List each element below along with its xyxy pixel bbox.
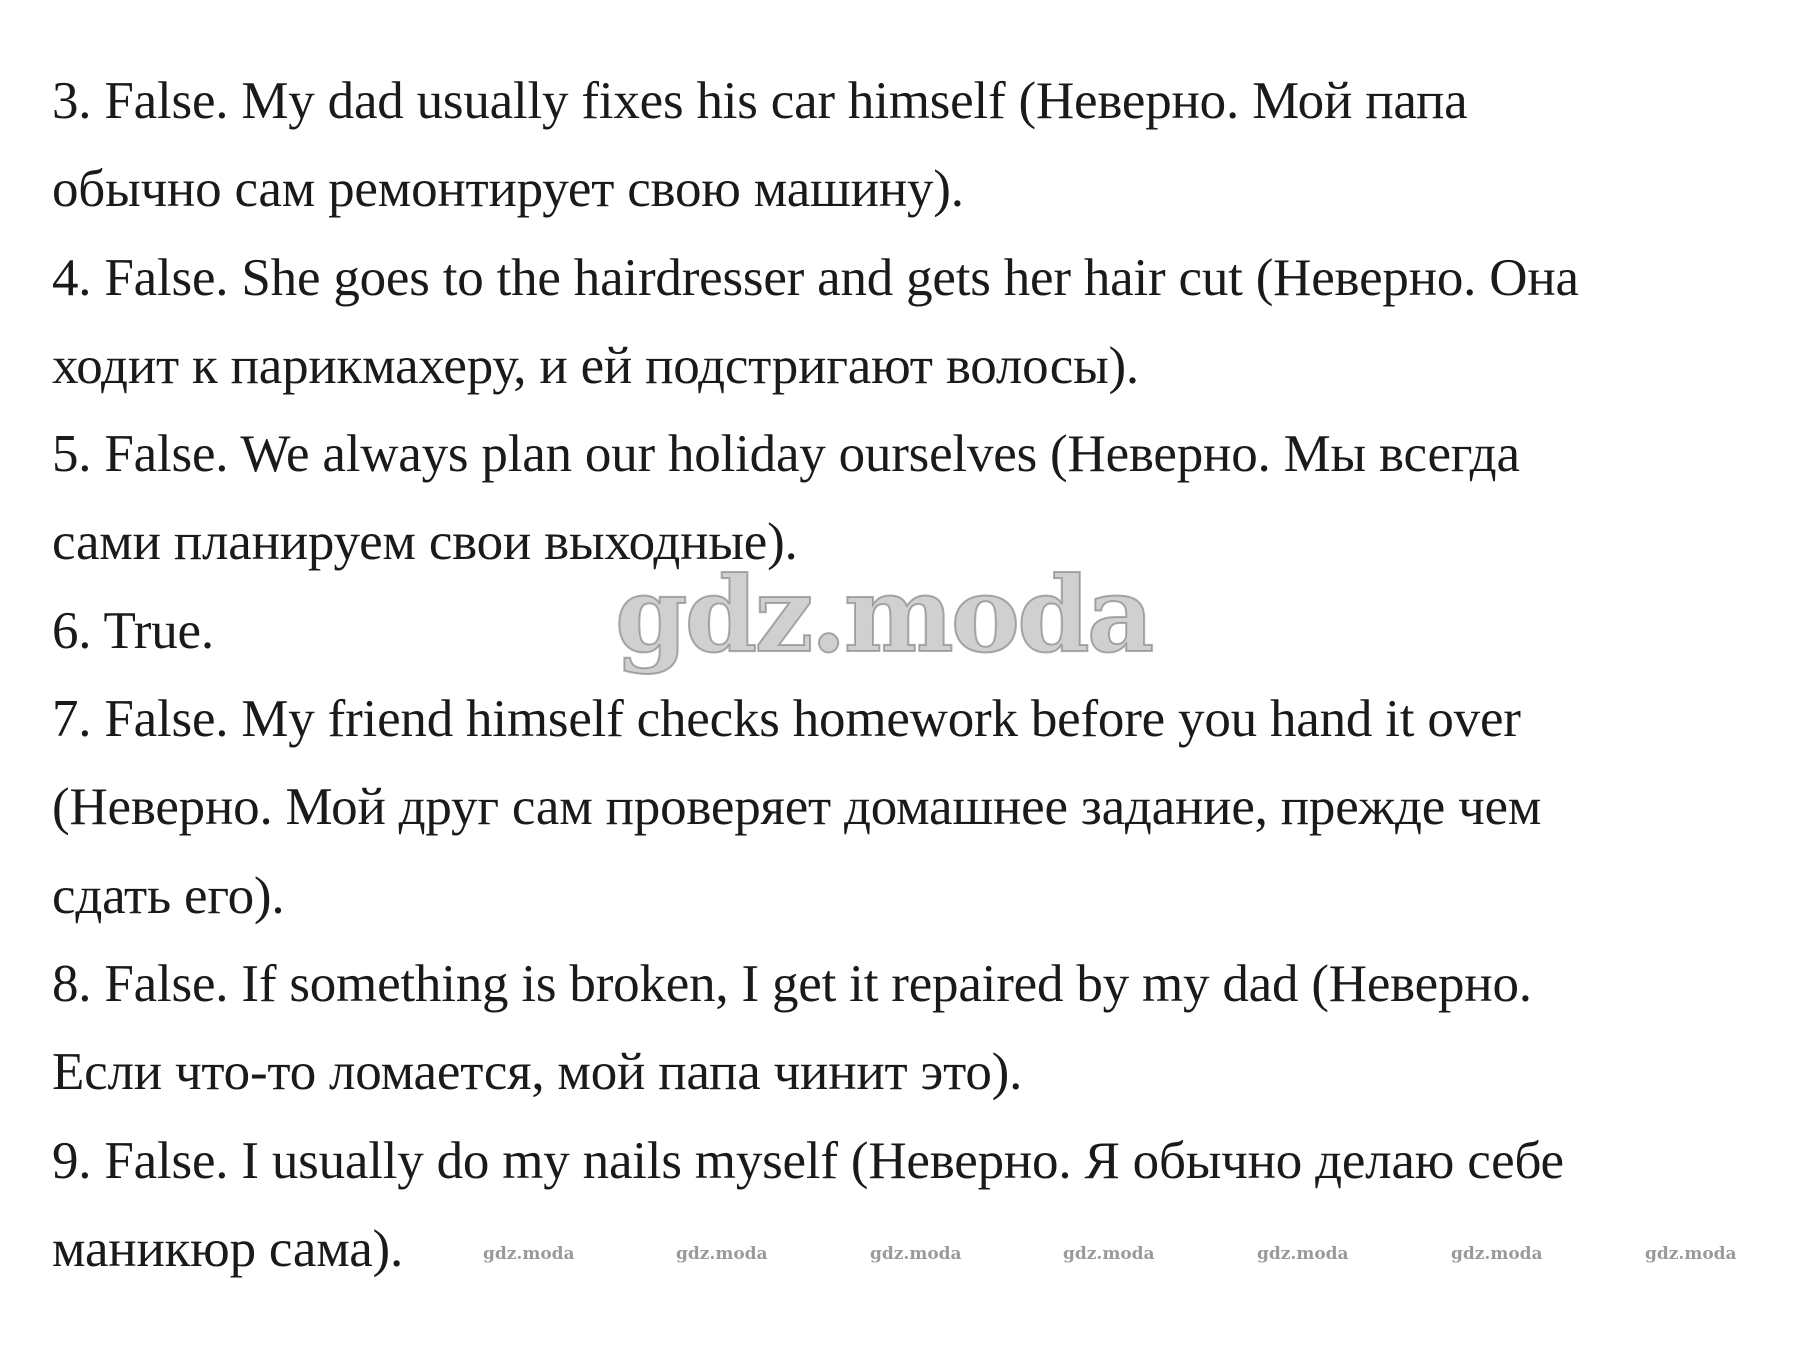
watermark-small: gdz.moda <box>483 1244 575 1264</box>
answer-line: обычно сам ремонтирует свою машину). <box>52 160 964 219</box>
watermark-small: gdz.moda <box>676 1244 768 1264</box>
answer-line: 3. False. My dad usually fixes his car himself (Неверно. Мой папа <box>52 72 1468 130</box>
answer-line: (Неверно. Мой друг сам проверяет домашнее задание, прежде чем <box>52 778 1542 837</box>
answer-line: 8. False. If something is broken, I get it repaired by my dad (Неверно. <box>52 954 1532 1013</box>
watermark-small: gdz.moda <box>1451 1244 1543 1264</box>
answer-line: 6. True. <box>52 601 214 660</box>
watermark-small: gdz.moda <box>1063 1244 1155 1264</box>
answer-line: Если что-то ломается, мой папа чинит это). <box>52 1043 1023 1102</box>
answer-line: 5. False. We always plan our holiday ourselves (Неверно. Мы всегда <box>52 425 1520 484</box>
watermark-small: gdz.moda <box>1645 1244 1737 1264</box>
watermark-strip <box>0 1244 1815 1274</box>
answer-line: 7. False. My friend himself checks homework before you hand it over <box>52 690 1521 749</box>
answer-line: сами планируем свои выходные). <box>52 513 798 572</box>
answer-line: сдать его). <box>52 866 285 925</box>
answer-line: маникюр сама). <box>52 1219 404 1278</box>
answer-line: ходит к парикмахеру, и ей подстригают волосы). <box>52 336 1139 395</box>
watermark-logo: gdz.moda <box>615 553 1152 676</box>
watermark-small: gdz.moda <box>1257 1244 1349 1264</box>
answer-line: 9. False. I usually do my nails myself (Неверно. Я обычно делаю себе <box>52 1131 1564 1190</box>
watermark-small: gdz.moda <box>870 1244 962 1264</box>
answer-line: 4. False. She goes to the hairdresser and gets her hair cut (Неверно. Она <box>52 248 1579 307</box>
